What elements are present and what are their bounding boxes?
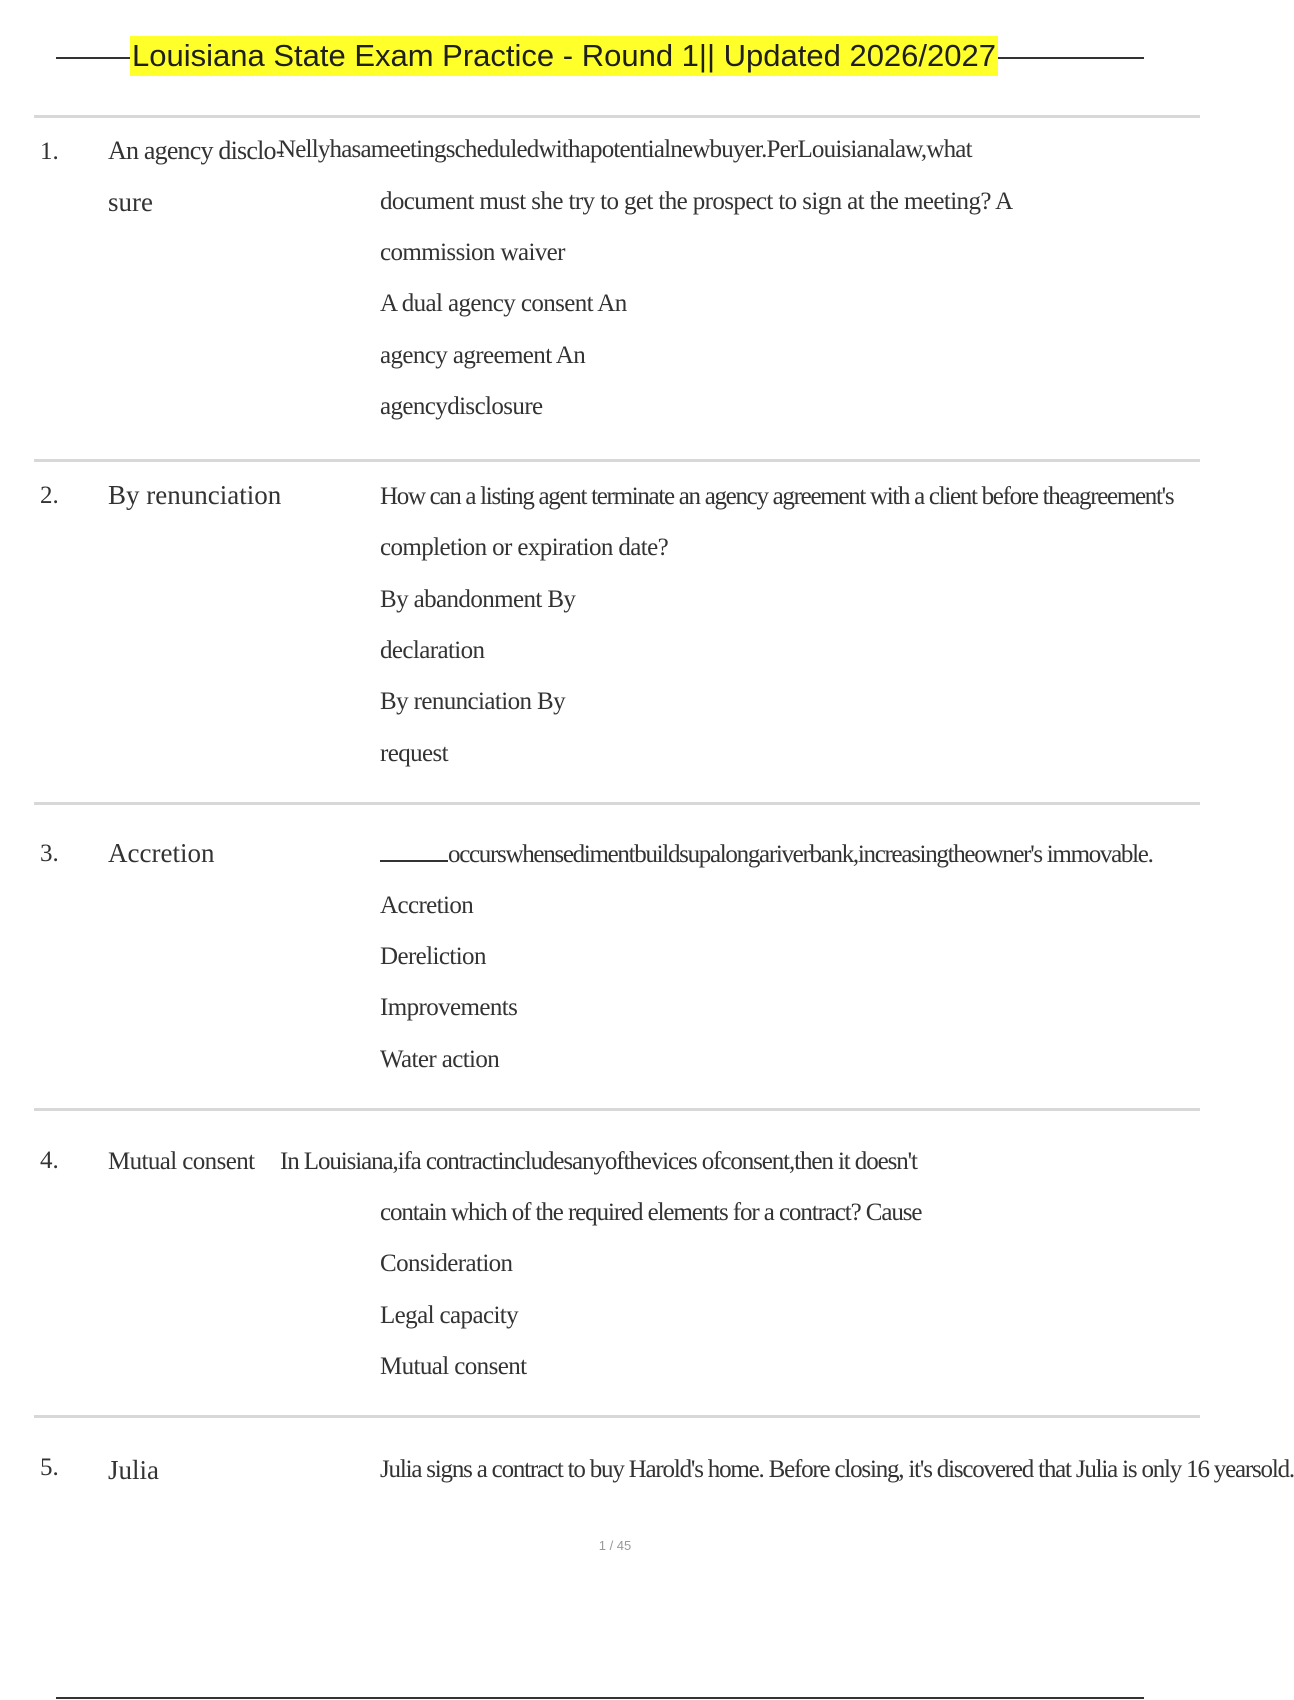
card-question-first-line: Nellyhasameetingscheduledwithapotentialnewbuyer.PerLouisianalaw,what bbox=[278, 136, 972, 163]
card-option-line: agency agreement An bbox=[380, 342, 586, 369]
card-option-line: Water action bbox=[380, 1046, 500, 1073]
divider bbox=[34, 459, 1200, 462]
divider bbox=[34, 1108, 1200, 1111]
divider bbox=[34, 115, 1200, 118]
bottom-rule bbox=[56, 1697, 1144, 1699]
card-option-line: Consideration bbox=[380, 1250, 513, 1277]
card-term: Julia bbox=[108, 1455, 159, 1485]
card-option-line: agencydisclosure bbox=[380, 393, 543, 420]
card-term: By renunciation bbox=[108, 480, 282, 510]
card-term-line1: An agency disclo- bbox=[108, 136, 284, 165]
page-number: 1 / 45 bbox=[598, 1538, 632, 1553]
card-option-line: commission waiver bbox=[380, 239, 565, 266]
card-term-line2: sure bbox=[108, 187, 153, 217]
document-title: Louisiana State Exam Practice - Round 1|| Updated 2026/2027 bbox=[130, 36, 998, 76]
card-option-line: declaration bbox=[380, 637, 485, 664]
document-title-row bbox=[56, 30, 1144, 78]
card-option-line: A dual agency consent An bbox=[380, 290, 627, 317]
card-question-first-line bbox=[380, 840, 1153, 869]
divider bbox=[34, 1415, 1200, 1418]
card-question-line: completion or expiration date? bbox=[380, 534, 669, 561]
card-number: 5. bbox=[40, 1454, 59, 1481]
card-option-line: Dereliction bbox=[380, 943, 486, 970]
card-term: Mutual consent bbox=[108, 1148, 255, 1175]
card-term: Accretion bbox=[108, 838, 215, 868]
card-number: 3. bbox=[40, 840, 59, 867]
card-number: 4. bbox=[40, 1147, 59, 1174]
card-number: 2. bbox=[40, 482, 59, 509]
card-question-line: document must she try to get the prospect to sign at the meeting? A bbox=[380, 188, 1013, 215]
card-option-line: Accretion bbox=[380, 892, 474, 919]
divider bbox=[34, 802, 1200, 805]
answer-blank bbox=[380, 840, 448, 862]
card-option-line: Legal capacity bbox=[380, 1302, 519, 1329]
card-number: 1. bbox=[40, 138, 59, 165]
card-question-line: Julia signs a contract to buy Harold's home. Before closing, it's discovered that Julia is only 16 yearsold. bbox=[380, 1456, 1294, 1483]
card-option-line: Mutual consent bbox=[380, 1353, 527, 1380]
card-option-line: By abandonment By bbox=[380, 586, 576, 613]
card-option-line: request bbox=[380, 740, 448, 767]
card-option-line: By renunciation By bbox=[380, 688, 566, 715]
card-option-line: Improvements bbox=[380, 994, 518, 1021]
card-question-line: How can a listing agent terminate an agency agreement with a client before theagreement's bbox=[380, 483, 1174, 510]
card-question-first-line: In Louisiana,ifa contractincludesanyofthevices ofconsent,then it doesn't bbox=[280, 1148, 917, 1175]
card-question-text: occurswhensedimentbuildsupalongariverbank,increasingtheowner's immovable. bbox=[448, 841, 1153, 868]
card-question-line: contain which of the required elements for a contract? Cause bbox=[380, 1199, 922, 1226]
